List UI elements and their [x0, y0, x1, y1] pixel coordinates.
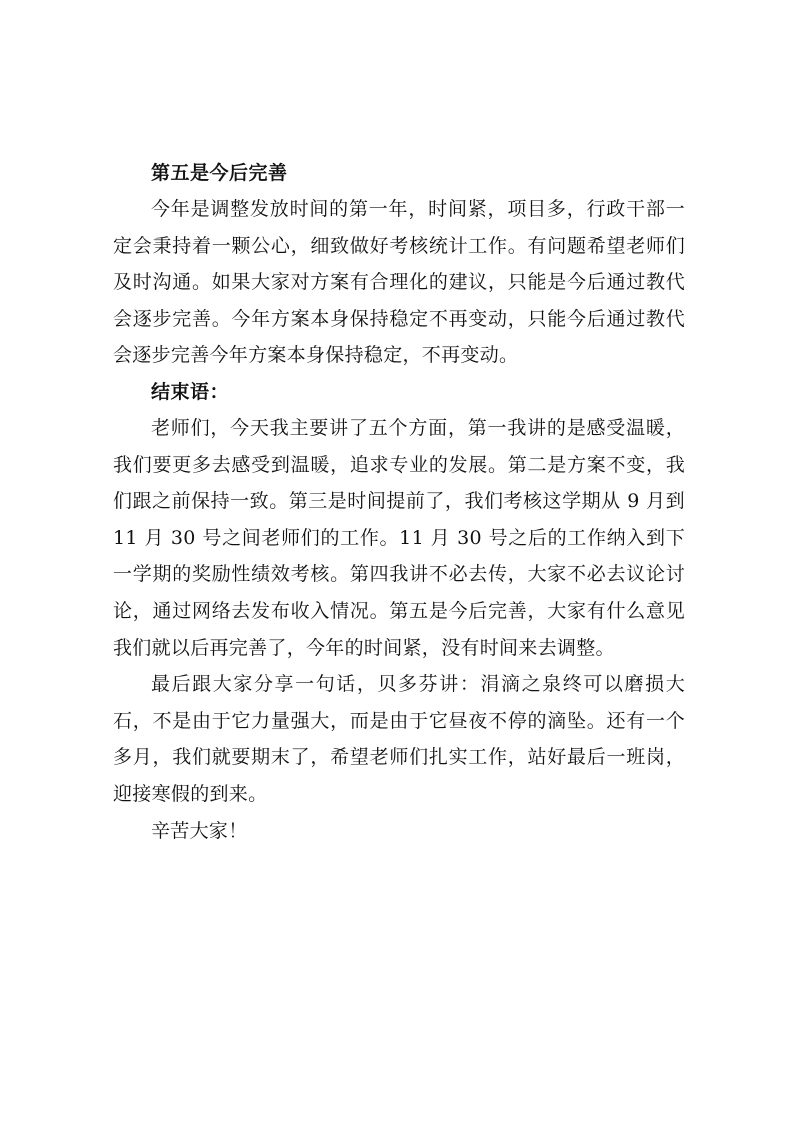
- conclusion-paragraph-2: 最后跟大家分享一句话，贝多芬讲：涓滴之泉终可以磨损大石，不是由于它力量强大，而是由于它昼夜不停的滴坠。还有一个多月，我们就要期末了，希望老师们扎实工作，站好最后一班岗，迎接寒假的到来。: [113, 673, 685, 805]
- document-page: [113, 155, 685, 849]
- conclusion-paragraph-1: 老师们，今天我主要讲了五个方面，第一我讲的是感受温暖，我们要更多去感受到温暖，追求专业的发展。第二是方案不变，我们跟之前保持一致。第三是时间提前了，我们考核这学期从 9 月到 11 月 30 号之间老师们的工作。11 月 30 号之后的工作纳入到下一学期的奖励性绩效考核。第四我讲不必去传，大家不必去议论讨论，通过网络去发布收入情况。第五是今后完善，大家有什么意见我们就以后再完善了，今年的时间紧，没有时间来去调整。: [113, 416, 685, 659]
- conclusion-heading: 结束语：: [151, 380, 230, 403]
- section-five-paragraph: 今年是调整发放时间的第一年，时间紧，项目多，行政干部一定会秉持着一颗公心，细致做好考核统计工作。有问题希望老师们及时沟通。如果大家对方案有合理化的建议，只能是今后通过教代会逐步完善。今年方案本身保持稳定不再变动，只能今后通过教代会逐步完善今年方案本身保持稳定，不再变动。: [113, 198, 685, 367]
- closing-line: 辛苦大家！: [151, 819, 248, 842]
- section-five-heading: 第五是今后完善: [151, 162, 288, 184]
